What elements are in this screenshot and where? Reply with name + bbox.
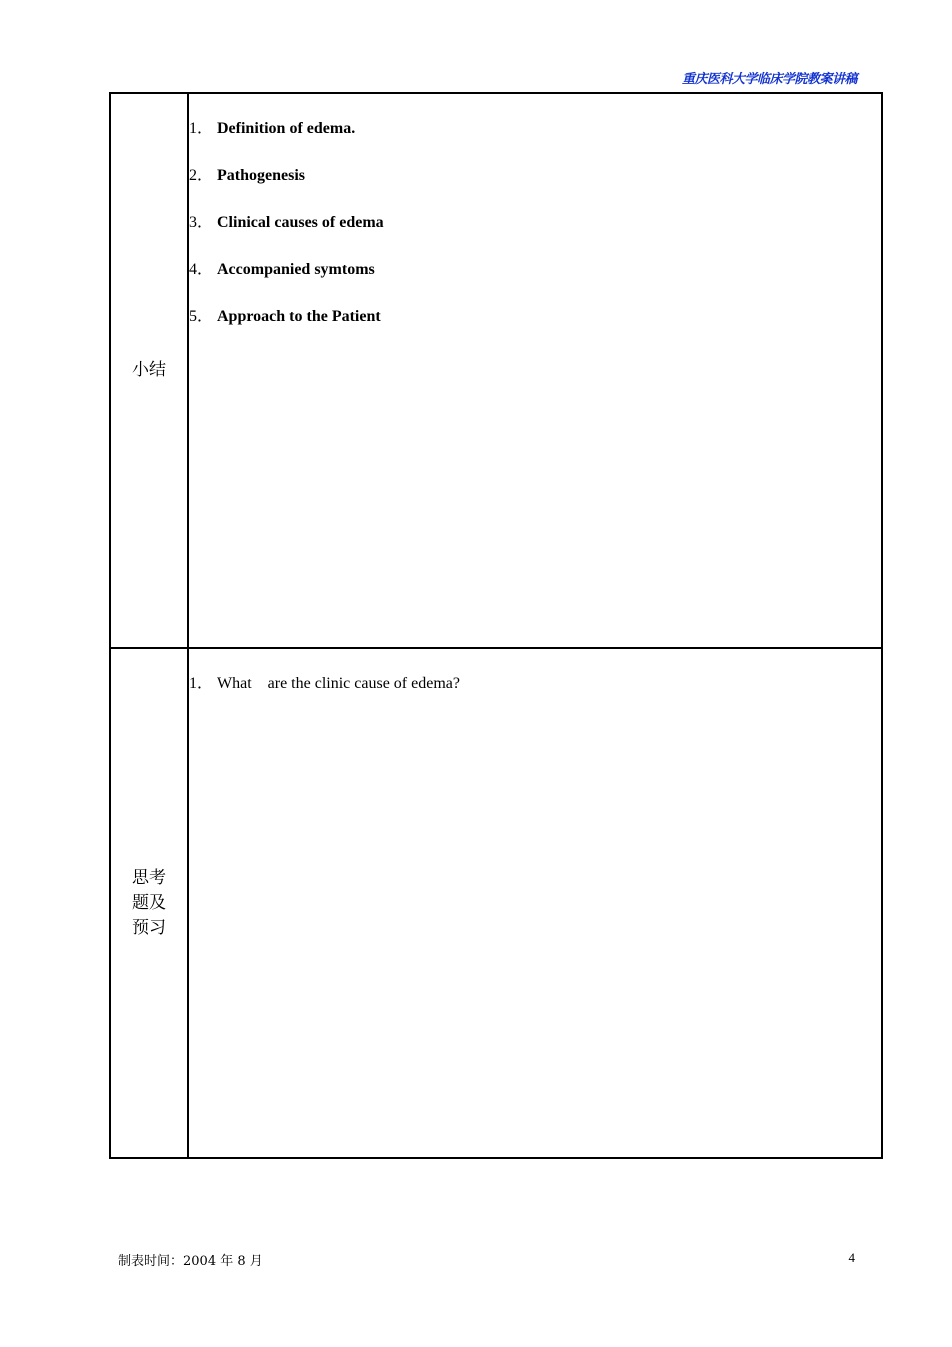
summary-item-text: Definition of edema.	[217, 120, 356, 137]
footer-date: 制表时间：2004 年 8 月	[118, 1254, 263, 1269]
summary-item-number: 2．	[189, 167, 214, 184]
review-label-line: 题及	[132, 892, 166, 913]
review-row	[110, 648, 882, 1158]
document-header-title: 重庆医科大学临床学院教案讲稿	[681, 72, 857, 87]
summary-list	[189, 94, 881, 345]
review-label-line: 思考	[132, 867, 166, 888]
summary-item-number: 1．	[189, 120, 214, 137]
summary-item	[189, 298, 881, 345]
review-label	[110, 648, 188, 1158]
summary-item	[189, 204, 881, 251]
summary-item-number: 4．	[189, 261, 214, 278]
summary-item-number: 3．	[189, 214, 214, 231]
review-label-line: 预习	[132, 917, 166, 938]
summary-item	[189, 110, 881, 157]
summary-content	[188, 93, 882, 648]
summary-row	[110, 93, 882, 648]
page-number: 4	[848, 1250, 855, 1265]
question-list	[189, 649, 881, 702]
summary-item-text: Accompanied symtoms	[217, 261, 375, 278]
summary-item-text: Clinical causes of edema	[217, 214, 384, 231]
question-text: What are the clinic cause of edema?	[217, 675, 460, 692]
summary-item	[189, 157, 881, 204]
summary-item-text: Pathogenesis	[217, 167, 305, 184]
review-content	[188, 648, 882, 1158]
lesson-plan-table	[109, 92, 883, 1159]
summary-item-number: 5．	[189, 308, 214, 325]
summary-item-text: Approach to the Patient	[217, 308, 381, 325]
summary-label: 小结	[110, 93, 188, 648]
question-number: 1．	[189, 675, 214, 692]
question-item	[189, 665, 881, 702]
summary-item	[189, 251, 881, 298]
